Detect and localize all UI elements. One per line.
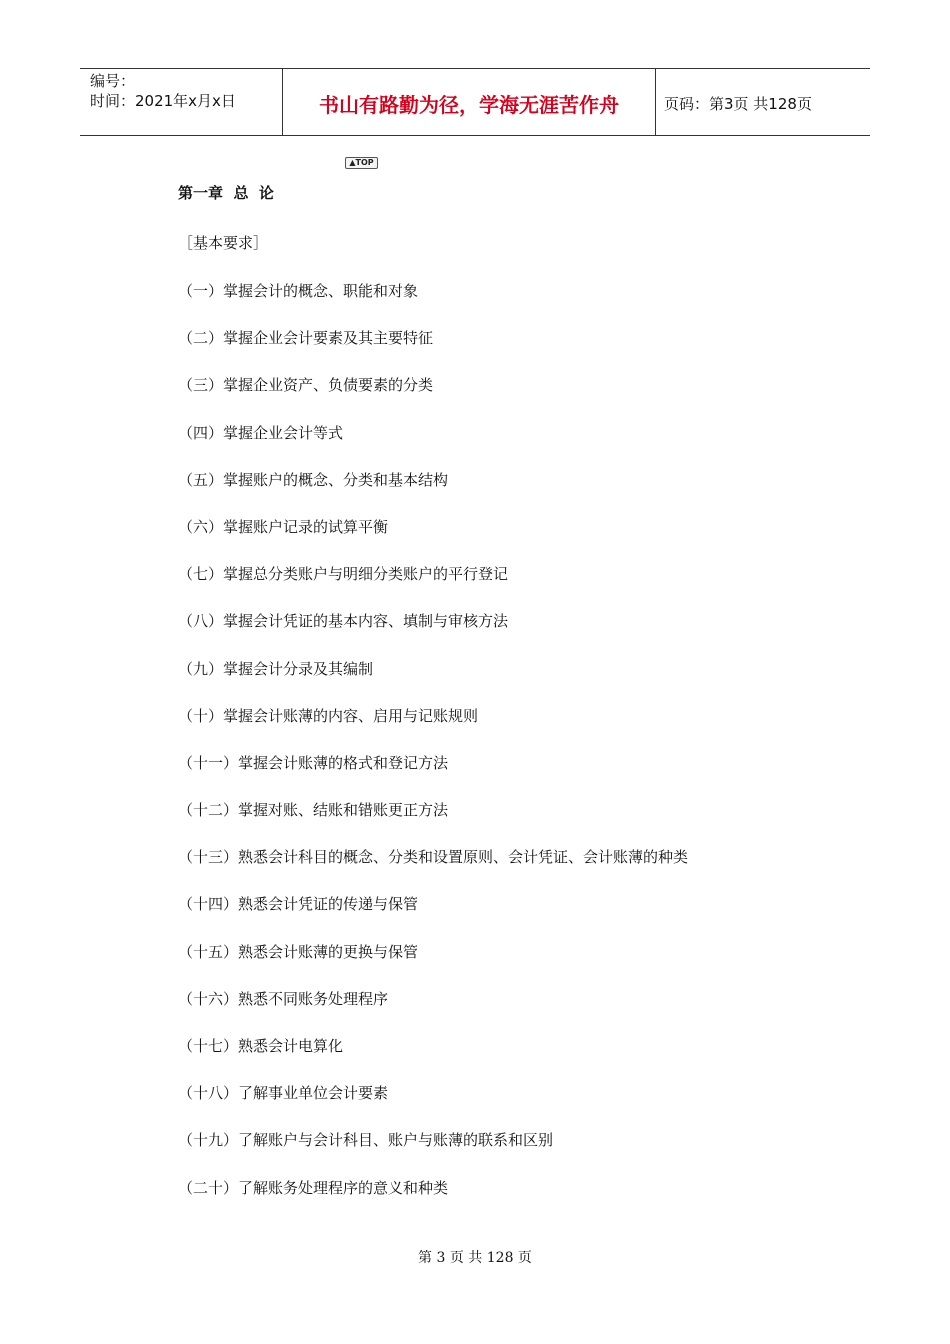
header-motto: 书山有路勤为径，学海无涯苦作舟 (319, 93, 619, 117)
page-footer: 第 3 页 共 128 页 (418, 1250, 532, 1266)
requirement-item: （十八）了解事业单位会计要素 (178, 1084, 389, 1103)
back-to-top-label: TOP (355, 158, 374, 167)
requirement-item: （十七）熟悉会计电算化 (178, 1037, 344, 1055)
requirement-item: （十三）熟悉会计科目的概念、分类和设置原则、会计凭证、会计账薄的种类 (178, 848, 689, 867)
header-divider-right (655, 69, 656, 135)
requirement-item: （十四）熟悉会计凭证的传递与保管 (178, 895, 419, 914)
requirement-item: （一）掌握会计的概念、职能和对象 (178, 282, 419, 300)
requirement-item: （十九）了解账户与会计科目、账户与账薄的联系和区别 (178, 1131, 554, 1150)
header-meta (90, 71, 236, 111)
chapter-title: 第一章 总 论 (178, 184, 274, 202)
requirement-item: （八）掌握会计凭证的基本内容、填制与审核方法 (178, 612, 509, 631)
requirement-item: （十）掌握会计账薄的内容、启用与记账规则 (178, 706, 479, 725)
requirement-item: （九）掌握会计分录及其编制 (178, 659, 374, 678)
requirement-item: （二）掌握企业会计要素及其主要特征 (178, 329, 434, 348)
header-page-info: 页码：第3页 共128页 (664, 95, 812, 113)
requirements-list (178, 280, 688, 1224)
document-date-label: 时间：2021年x月x日 (90, 92, 236, 110)
requirement-item: （七）掌握总分类账户与明细分类账户的平行登记 (178, 565, 509, 584)
document-number-label: 编号： (90, 72, 136, 90)
document-header (80, 68, 870, 136)
requirement-item: （四）掌握企业会计等式 (178, 423, 344, 442)
up-arrow-icon: ▲ (349, 158, 356, 167)
requirement-item: （三）掌握企业资产、负债要素的分类 (178, 376, 434, 395)
requirement-item: （十六）熟悉不同账务处理程序 (178, 989, 389, 1008)
requirement-item: （二十）了解账务处理程序的意义和种类 (178, 1178, 449, 1197)
requirement-item: （十五）熟悉会计账薄的更换与保管 (178, 942, 419, 961)
requirement-item: （十一）掌握会计账薄的格式和登记方法 (178, 753, 449, 772)
back-to-top-button[interactable] (345, 157, 378, 169)
requirement-item: （六）掌握账户记录的试算平衡 (178, 517, 389, 536)
requirement-item: （五）掌握账户的概念、分类和基本结构 (178, 470, 449, 489)
requirement-item: （十二）掌握对账、结账和错账更正方法 (178, 801, 449, 820)
requirements-heading: ［基本要求］ (178, 234, 269, 252)
